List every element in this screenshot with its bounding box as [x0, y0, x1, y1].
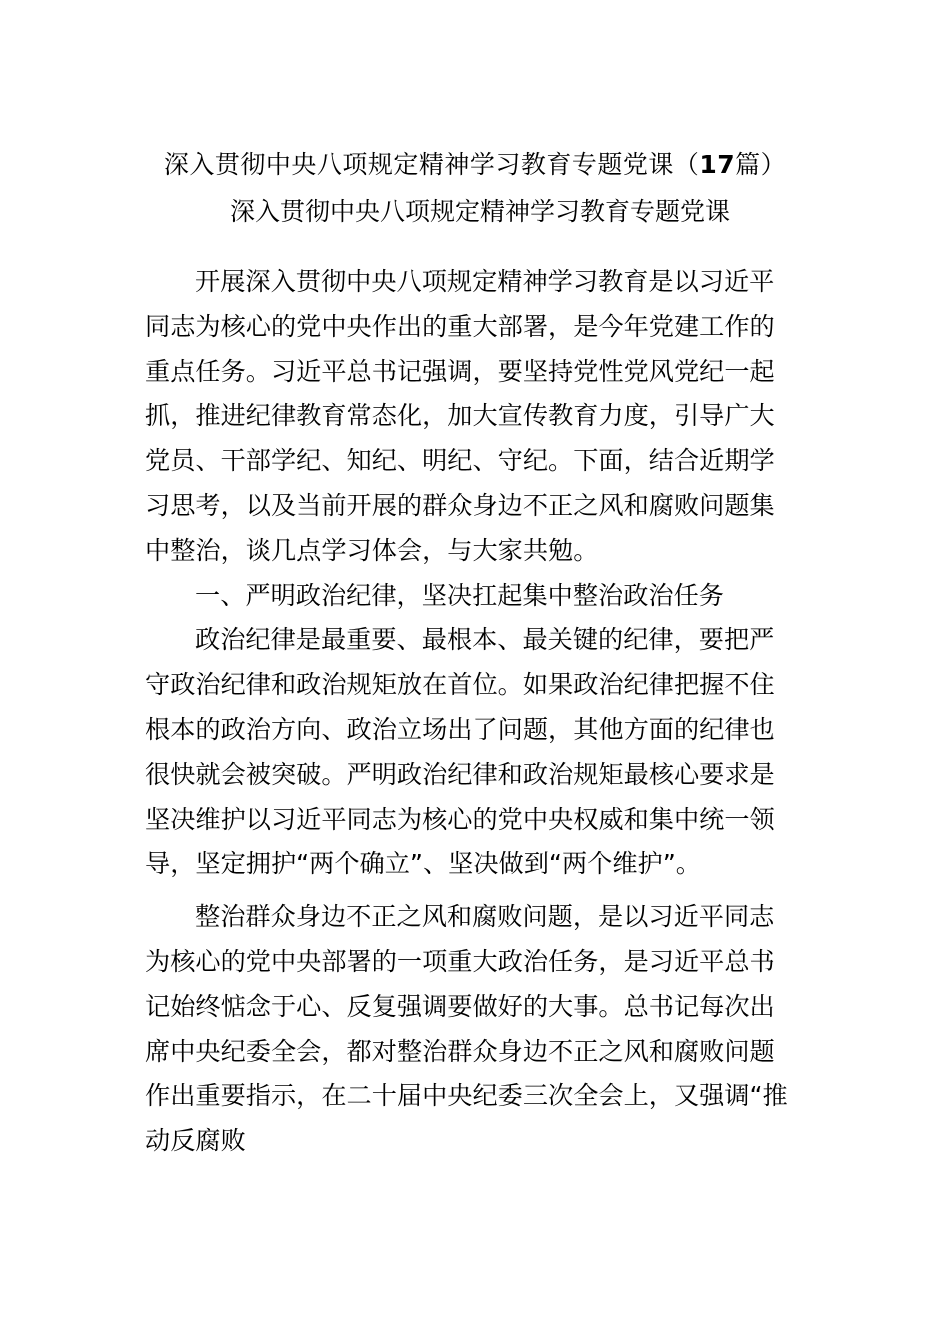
title-end-text: 篇）	[735, 150, 787, 179]
paragraph-line: 导，坚定拥护“两个确立”、坚决做到“两个维护”。	[145, 849, 701, 879]
paragraph-line: 动反腐败	[145, 1126, 246, 1156]
document-title	[140, 145, 810, 185]
paragraph-line: 政治纪律是最重要、最根本、最关键的纪律，要把严	[195, 625, 775, 655]
paragraph-line: 坚决维护以习近平同志为核心的党中央权威和集中统一领	[145, 804, 775, 834]
paragraph-gap	[145, 887, 810, 895]
document-body	[145, 260, 810, 1164]
title-main-text: 深入贯彻中央八项规定精神学习教育专题党课（	[163, 150, 700, 179]
title-count: 17	[699, 150, 736, 179]
paragraph-line: 为核心的党中央部署的一项重大政治任务，是习近平总书	[145, 946, 775, 976]
paragraph-line: 根本的政治方向、政治立场出了问题，其他方面的纪律也	[145, 714, 775, 744]
paragraph-line: 作出重要指示，在二十届中央纪委三次全会上，又强调“推	[145, 1081, 788, 1111]
paragraph-line: 整治群众身边不正之风和腐败问题，是以习近平同志	[195, 902, 775, 932]
paragraph-line: 重点任务。习近平总书记强调，要坚持党性党风党纪一起	[145, 356, 775, 386]
paragraph-line: 党员、干部学纪、知纪、明纪、守纪。下面，结合近期学	[145, 446, 775, 476]
paragraph-line: 抓，推进纪律教育常态化，加大宣传教育力度，引导广大	[145, 401, 775, 431]
section-heading: 一、严明政治纪律，坚决扛起集中整治政治任务	[195, 580, 724, 610]
document-subtitle: 深入贯彻中央八项规定精神学习教育专题党课	[229, 197, 730, 226]
paragraph-line: 同志为核心的党中央作出的重大部署，是今年党建工作的	[145, 311, 775, 341]
paragraph-line: 守政治纪律和政治规矩放在首位。如果政治纪律把握不住	[145, 670, 775, 700]
paragraph-line: 中整治，谈几点学习体会，与大家共勉。	[145, 535, 599, 565]
paragraph-line: 开展深入贯彻中央八项规定精神学习教育是以习近平	[195, 267, 775, 296]
paragraph-line: 习思考，以及当前开展的群众身边不正之风和腐败问题集	[145, 490, 775, 520]
paragraph-line: 席中央纪委全会，都对整治群众身边不正之风和腐败问题	[145, 1036, 775, 1066]
paragraph-line: 很快就会被突破。严明政治纪律和政治规矩最核心要求是	[145, 759, 775, 789]
paragraph-line: 记始终惦念于心、反复强调要做好的大事。总书记每次出	[145, 991, 775, 1021]
